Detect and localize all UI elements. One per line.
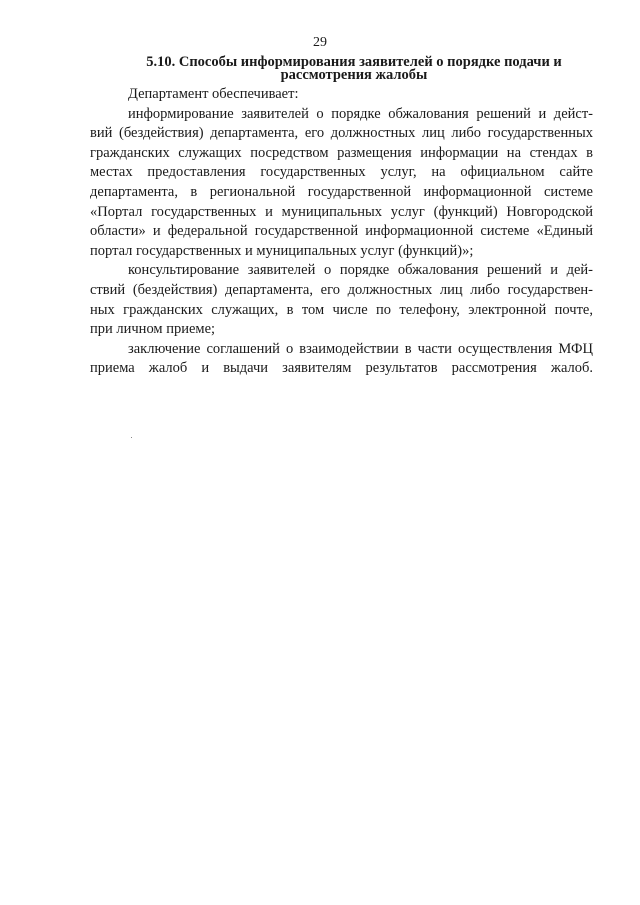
- paragraph-1-line-5: департамента, в региональной государственной информационной системе: [90, 183, 593, 200]
- page-number: 29: [313, 35, 327, 50]
- paragraph-1-line-3: гражданских служащих посредством размещения информации на стендах в: [90, 144, 593, 161]
- paragraph-1-line-1: информирование заявителей о порядке обжалования решений и дейст-: [128, 105, 593, 122]
- paragraph-2-line-1: консультирование заявителей о порядке обжалования решений и дей-: [128, 262, 593, 279]
- paragraph-2-line-4: при личном приеме;: [90, 321, 216, 338]
- intro-line: Департамент обеспечивает:: [128, 86, 299, 102]
- paragraph-3-line-1: заключение соглашений о взаимодействии в части осуществления МФЦ: [128, 340, 593, 357]
- section-heading: [118, 56, 590, 82]
- paragraph-2-line-2: ствий (бездействия) департамента, его должностных лиц либо государствен-: [90, 281, 593, 298]
- paragraph-1-line-8: портал государственных и муниципальных услуг (функций)»;: [90, 242, 474, 259]
- paragraph-1-line-7: области» и федеральной государственной информационной системе «Единый: [90, 223, 593, 240]
- paragraph-2-line-3: ных гражданских служащих, в том числе по телефону, электронной почте,: [90, 301, 593, 318]
- paragraph-3-line-2: приема жалоб и выдачи заявителям результатов рассмотрения жалоб.: [90, 360, 593, 377]
- section-heading-line-2: рассмотрения жалобы: [280, 67, 428, 83]
- paragraph-1-line-2: вий (бездействия) департамента, его должностных лиц либо государственных: [90, 125, 593, 142]
- paragraph-1-line-4: местах предоставления государственных услуг, на официальном сайте: [90, 164, 593, 181]
- body-text: [90, 85, 593, 379]
- section-heading-line-1: 5.10. Способы информирования заявителей о порядке подачи и: [146, 54, 562, 70]
- paragraph-1-line-6: «Портал государственных и муниципальных услуг (функций) Новгородской: [90, 203, 593, 220]
- scan-artifact-dot: [131, 437, 132, 438]
